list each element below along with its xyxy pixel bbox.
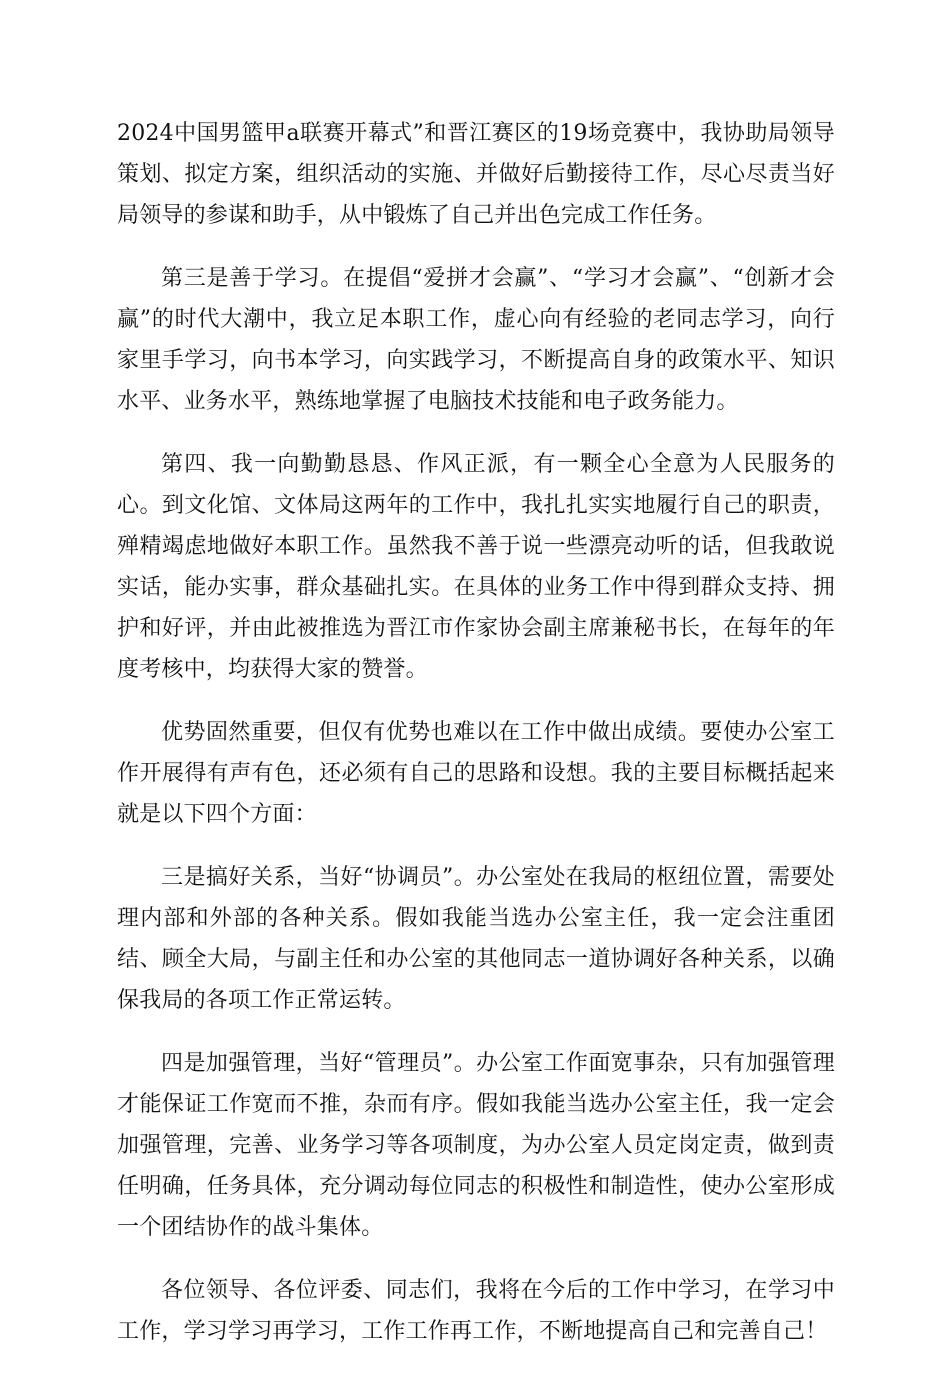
paragraph-goal-three: 三是搞好关系，当好“协调员”。办公室处在我局的枢纽位置，需要处理内部和外部的各种关系。假如我能当选办公室主任，我一定会注重团结、顾全大局，与副主任和办公室的其他同志一道协调好各种关系，以确保我局的各项工作正常运转。	[117, 865, 835, 1013]
paragraph-closing: 各位领导、各位评委、同志们，我将在今后的工作中学习，在学习中工作，学习学习再学习，工作工作再工作，不断地提高自己和完善自己！	[117, 1278, 835, 1344]
paragraph-goal-four: 四是加强管理，当好“管理员”。办公室工作面宽事杂，只有加强管理才能保证工作宽而不推，杂而有序。假如我能当选办公室主任，我一定会加强管理，完善、业务学习等各项制度，为办公室人员定岗定责，做到责任明确，任务具体，充分调动每位同志的积极性和制造性，使办公室形成一个团结协作的战斗集体。	[117, 1051, 835, 1240]
paragraph-fourth-diligence: 第四、我一向勤勤恳恳、作风正派，有一颗全心全意为人民服务的心。到文化馆、文体局这两年的工作中，我扎扎实实地履行自己的职责，殚精竭虑地做好本职工作。虽然我不善于说一些漂亮动听的话，但我敢说实话，能办实事，群众基础扎实。在具体的业务工作中得到群众支持、拥护和好评，并由此被推选为晋江市作家协会副主席兼秘书长，在每年的年度考核中，均获得大家的赞誉。	[117, 452, 835, 682]
paragraph-third-learning: 第三是善于学习。在提倡“爱拼才会赢”、“学习才会赢”、“创新才会赢”的时代大潮中，我立足本职工作，虚心向有经验的老同志学习，向行家里手学习，向书本学习，向实践学习，不断提高自身的政策水平、知识水平、业务水平，熟练地掌握了电脑技术技能和电子政务能力。	[117, 266, 835, 414]
paragraph-continuation: 2024中国男篮甲a联赛开幕式”和晋江赛区的19场竞赛中，我协助局领导策划、拟定方案，组织活动的实施、并做好后勤接待工作，尽心尽责当好局领导的参谋和助手，从中锻炼了自己并出色完成工作任务。	[117, 121, 835, 228]
paragraph-goals-intro: 优势固然重要，但仅有优势也难以在工作中做出成绩。要使办公室工作开展得有声有色，还必须有自己的思路和设想。我的主要目标概括起来就是以下四个方面：	[117, 720, 835, 827]
document-body	[117, 113, 835, 1374]
